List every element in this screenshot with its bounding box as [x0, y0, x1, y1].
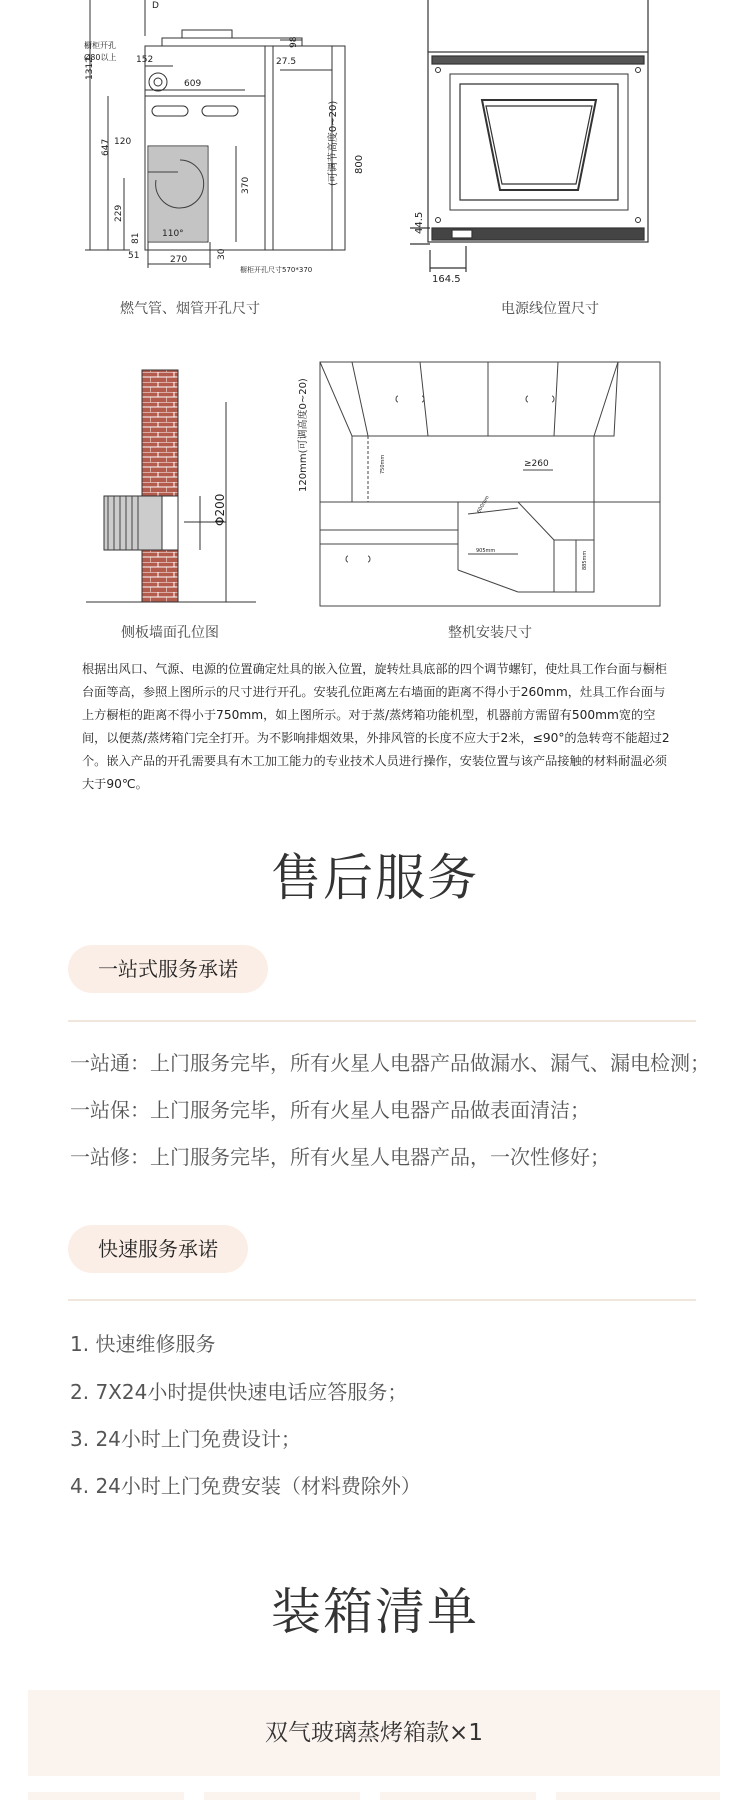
packing-card [28, 1792, 184, 1800]
fast-service-item: 4. 24小时上门免费安装（材料费除外） [70, 1474, 421, 1498]
dim-152: 152 [136, 55, 154, 65]
dim-44: 44.5 [414, 211, 425, 234]
power-cord-diagram [400, 0, 670, 288]
installation-size-diagram [318, 360, 662, 610]
dim-98: 98 [289, 36, 299, 48]
dim-120: 120 [114, 137, 132, 147]
one-stop-item: 一站保：上门服务完毕，所有火星人电器产品做表面清洁； [70, 1098, 590, 1122]
dim-750: 750mm [380, 454, 386, 474]
one-stop-item: 一站修：上门服务完毕，所有火星人电器产品，一次性修好； [70, 1145, 610, 1169]
height-label: 120mm(可调高度0~20) [298, 378, 309, 492]
height-note: (可调节高度0~20) [328, 100, 339, 186]
divider [68, 1020, 696, 1022]
packing-list-title: 装箱清单 [271, 1583, 479, 1641]
diagram4-caption: 整机安装尺寸 [448, 625, 532, 641]
gas-flue-hole-diagram [70, 0, 365, 278]
diagram2-caption: 电源线位置尺寸 [501, 301, 599, 317]
dim-905: 905mm [476, 548, 496, 554]
dim-647: 647 [101, 138, 111, 156]
packing-item: 双气玻璃蒸烤箱款×1 [28, 1690, 720, 1776]
one-stop-heading: 一站式服务承诺 [68, 945, 268, 993]
dim-270: 270 [170, 255, 188, 265]
diameter-label: Φ200 [213, 493, 227, 526]
diagram3-caption: 侧板墙面孔位图 [121, 625, 219, 641]
one-stop-item: 一站通：上门服务完毕，所有火星人电器产品做漏水、漏气、漏电检测； [70, 1051, 710, 1075]
dim-30: 30 [217, 248, 227, 260]
angle-110: 110° [162, 229, 184, 239]
fast-service-item: 2. 7X24小时提供快速电话应答服务； [70, 1380, 408, 1404]
dim-600: 600mm [476, 494, 491, 515]
dim-81: 81 [131, 232, 141, 244]
dim-164: 164.5 [432, 274, 461, 285]
fast-service-item: 3. 24小时上门免费设计； [70, 1427, 301, 1451]
packing-card [380, 1792, 536, 1800]
fast-service-heading: 快速服务承诺 [68, 1225, 248, 1273]
packing-card [556, 1792, 720, 1800]
packing-card [204, 1792, 360, 1800]
hole-label-2: Ø80以上 [84, 53, 117, 62]
dim-1312: 1312 [85, 57, 95, 80]
dim-51: 51 [128, 251, 140, 261]
after-sales-title: 售后服务 [271, 849, 479, 907]
hole-label-1: 橱柜开孔 [84, 41, 116, 50]
dim-800: 800 [354, 154, 365, 174]
dim-260: ≥260 [524, 459, 549, 469]
dim-27: 27.5 [276, 57, 297, 67]
dim-370: 370 [241, 176, 251, 194]
fast-service-item: 1. 快速维修服务 [70, 1332, 216, 1356]
dim-229: 229 [114, 204, 124, 222]
cabinet-hole-note: 橱柜开孔尺寸570*370 [240, 266, 313, 274]
d-label: D [152, 1, 159, 11]
installation-instructions: 根据出风口、气源、电源的位置确定灶具的嵌入位置，旋转灶具底部的四个调节螺钉，使灶具工作台面与橱柜台面等高，参照上图所示的尺寸进行开孔。安装孔位距离左右墙面的距离不得小于260mm，灶具工作台面与上方橱柜的距离不得小于750mm，如上图所示。对于蒸/蒸烤箱功能机型，机器前方需留有500mm宽的空间，以便蒸/蒸烤箱门完全打开。为不影响排烟效果，外排风管的长度不应大于2米，≤90°的急转弯不能超过2个。嵌入产品的开孔需要具有木工加工能力的专业技术人员进行操作，安装位置与该产品接触的材料耐温必须大于90℃。 [82, 662, 670, 791]
diagram1-caption: 燃气管、烟管开孔尺寸 [120, 301, 260, 317]
divider [68, 1299, 696, 1301]
dim-609: 609 [184, 79, 202, 89]
dim-885: 885mm [582, 550, 588, 570]
wall-hole-diagram [86, 362, 309, 612]
